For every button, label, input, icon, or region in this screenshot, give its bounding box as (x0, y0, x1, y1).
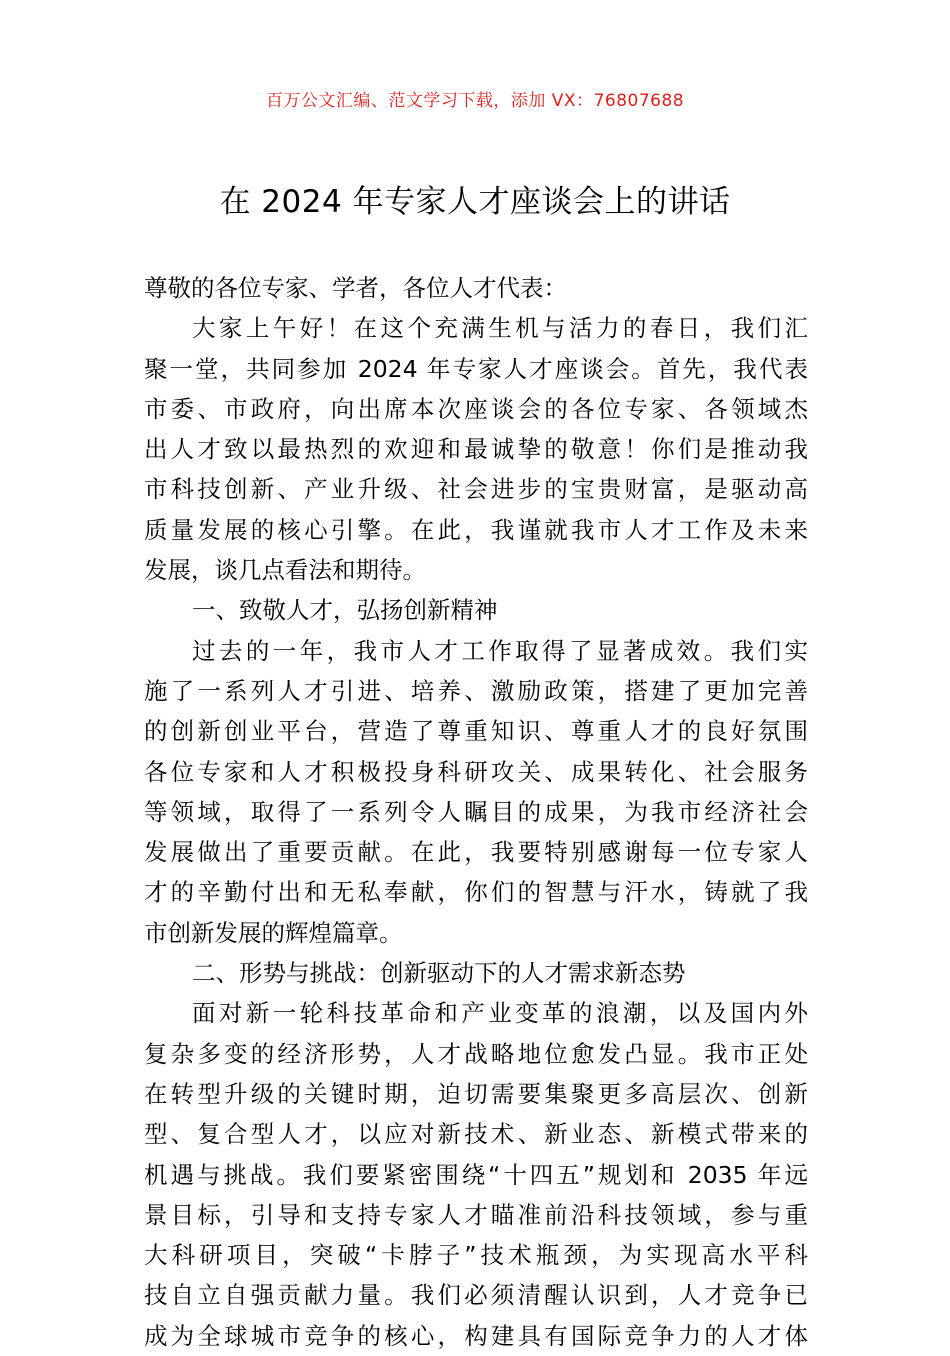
document-title: 在 2024 年专家人才座谈会上的讲话 (219, 184, 731, 220)
text-line: 大科研项目，突破“卡脖子”技术瓶颈，为实现高水平科 (144, 1241, 808, 1270)
text-line: 成为全球城市竞争的核心，构建具有国际竞争力的人才体 (144, 1321, 808, 1350)
paragraph-1 (144, 308, 808, 590)
document-body (144, 268, 808, 1356)
text-line: 施了一系列人才引进、培养、激励政策，搭建了更加完善 (144, 676, 808, 705)
text-line: 在转型升级的关键时期，迫切需要集聚更多高层次、创新 (144, 1079, 808, 1108)
text-line: 质量发展的核心引擎。在此，我谨就我市人才工作及未来 (144, 515, 808, 544)
text-line: 复杂多变的经济形势，人才战略地位愈发凸显。我市正处 (144, 1039, 808, 1068)
text-line: 出人才致以最热烈的欢迎和最诚挚的敬意！你们是推动我 (144, 435, 808, 464)
watermark-header: 百万公文汇编、范文学习下载，添加 VX：76807688 (265, 91, 685, 111)
section-heading-2: 二、形势与挑战：创新驱动下的人才需求新态势 (192, 959, 686, 988)
text-line: 发展做出了重要贡献。在此，我要特别感谢每一位专家人 (144, 838, 808, 867)
text-line: 的创新创业平台，营造了尊重知识、尊重人才的良好氛围 (144, 717, 808, 746)
text-line: 市创新发展的辉煌篇章。 (144, 918, 403, 947)
paragraph-2 (144, 631, 808, 953)
text-line: 等领域，取得了一系列令人瞩目的成果，为我市经济社会 (144, 797, 808, 826)
salutation: 尊敬的各位专家、学者，各位人才代表： (144, 274, 567, 302)
text-line: 过去的一年，我市人才工作取得了显著成效。我们实 (192, 636, 808, 665)
text-line: 各位专家和人才积极投身科研攻关、成果转化、社会服务 (144, 757, 808, 786)
text-line: 才的辛勤付出和无私奉献，你们的智慧与汗水，铸就了我 (144, 878, 808, 907)
text-line: 机遇与挑战。我们要紧密围绕“十四五”规划和 2035 年远 (144, 1160, 808, 1189)
text-line: 市委、市政府，向出席本次座谈会的各位专家、各领域杰 (144, 394, 808, 423)
section-heading-1: 一、致敬人才，弘扬创新精神 (192, 596, 498, 625)
text-line: 景目标，引导和支持专家人才瞄准前沿科技领域，参与重 (144, 1200, 808, 1229)
text-line: 聚一堂，共同参加 2024 年专家人才座谈会。首先，我代表 (144, 354, 808, 383)
text-line: 面对新一轮科技革命和产业变革的浪潮，以及国内外 (192, 999, 808, 1028)
text-line: 型、复合型人才，以应对新技术、新业态、新模式带来的 (144, 1120, 808, 1149)
text-line: 大家上午好！在这个充满生机与活力的春日，我们汇 (192, 314, 808, 343)
text-line: 发展，谈几点看法和期待。 (144, 556, 426, 585)
paragraph-3 (144, 993, 808, 1356)
text-line: 市科技创新、产业升级、社会进步的宝贵财富，是驱动高 (144, 475, 808, 504)
text-line: 技自立自强贡献力量。我们必须清醒认识到，人才竞争已 (144, 1281, 808, 1310)
